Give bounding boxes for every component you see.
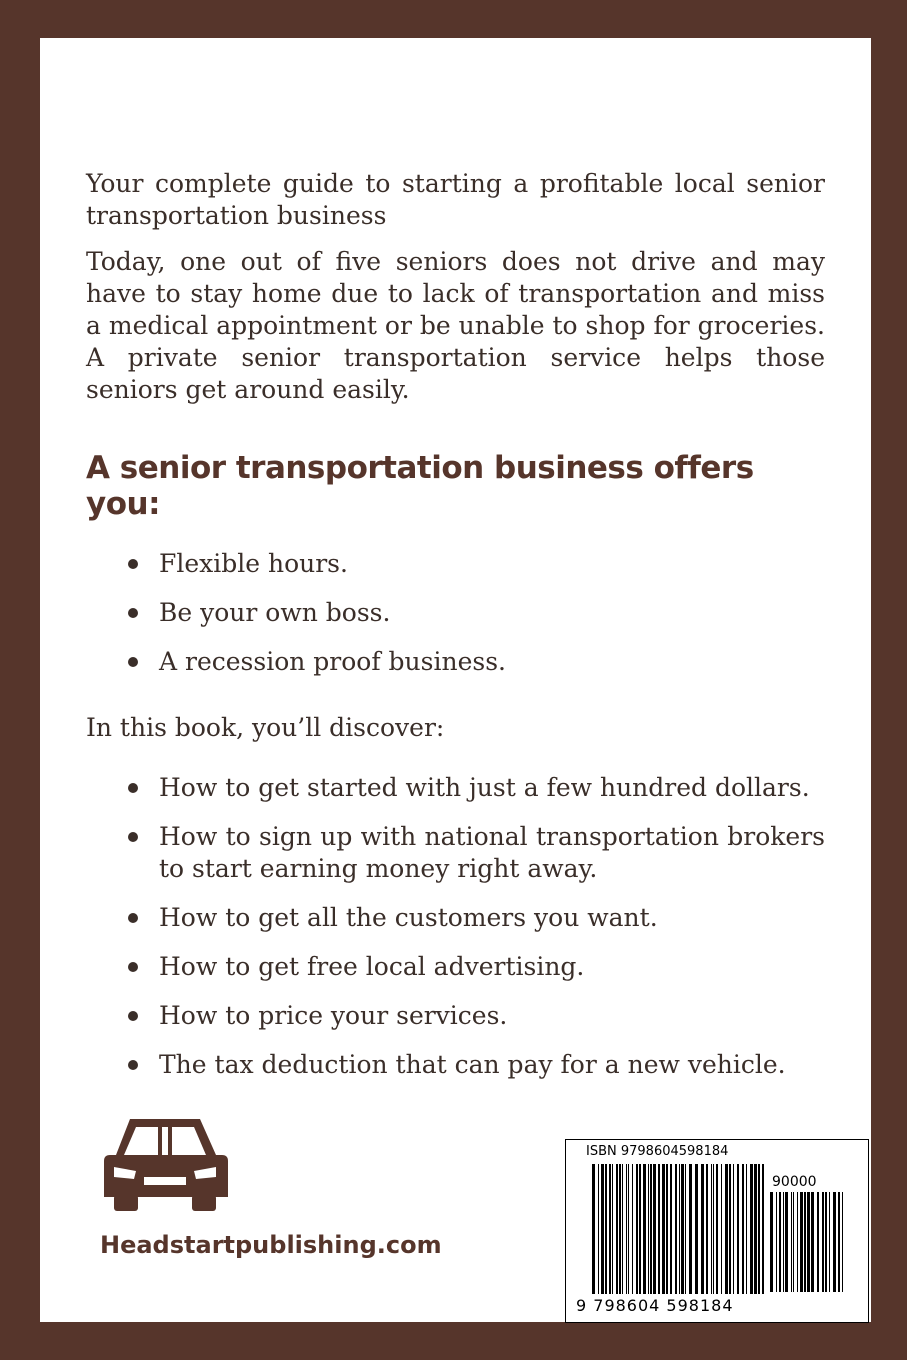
- bullet-icon: [128, 1011, 138, 1021]
- barcode-bar: [842, 1192, 843, 1292]
- car-icon: [100, 1115, 230, 1211]
- barcode-bar: [636, 1164, 638, 1294]
- barcode-bar: [825, 1192, 827, 1292]
- list-item: A recession proof business.: [86, 646, 825, 678]
- list-item: Be your own boss.: [86, 597, 825, 629]
- barcode-bar: [653, 1164, 656, 1294]
- barcode-bar: [822, 1192, 824, 1292]
- barcode-bar: [779, 1192, 781, 1292]
- barcode-bar: [797, 1192, 798, 1292]
- barcode-bar: [612, 1164, 613, 1294]
- barcode: [565, 1139, 869, 1323]
- list-item: How to get all the customers you want.: [86, 902, 825, 934]
- isbn-label: ISBN 9798604598184: [586, 1144, 729, 1159]
- discover-intro: In this book, you’ll discover:: [86, 713, 445, 742]
- barcode-bar: [605, 1164, 607, 1294]
- barcode-bar: [746, 1164, 747, 1294]
- bullet-icon: [128, 657, 138, 667]
- barcode-bar: [762, 1164, 764, 1294]
- discover-list: [86, 772, 825, 1081]
- barcode-bar: [807, 1192, 810, 1292]
- bullet-icon: [128, 783, 138, 793]
- barcode-bar: [829, 1192, 830, 1292]
- isbn-digits: 9 798604 598184: [576, 1296, 734, 1315]
- barcode-bar: [601, 1164, 604, 1294]
- bullet-icon: [128, 608, 138, 618]
- barcode-bar: [681, 1164, 684, 1294]
- bullet-icon: [128, 559, 138, 569]
- barcode-bar: [750, 1164, 753, 1294]
- barcode-bar: [791, 1192, 792, 1292]
- barcode-bar: [658, 1164, 660, 1294]
- barcode-bar: [609, 1164, 611, 1294]
- barcode-bar: [643, 1164, 646, 1294]
- barcode-bar: [800, 1192, 803, 1292]
- barcode-bar: [619, 1164, 621, 1294]
- offers-heading: A senior transportation business offers you:: [86, 450, 754, 522]
- barcode-bar: [716, 1164, 718, 1294]
- offers-list: [86, 548, 825, 678]
- barcode-bar: [701, 1164, 704, 1294]
- barcode-bar: [783, 1192, 784, 1292]
- price-addon-bars: [770, 1192, 850, 1318]
- barcode-bar: [622, 1164, 623, 1294]
- barcode-bar: [648, 1164, 649, 1294]
- bullet-icon: [128, 832, 138, 842]
- barcode-bar: [785, 1192, 788, 1292]
- barcode-bar: [817, 1192, 819, 1292]
- barcode-bar: [754, 1164, 757, 1294]
- bullet-icon: [128, 913, 138, 923]
- barcode-bar: [650, 1164, 652, 1294]
- bullet-icon: [128, 962, 138, 972]
- description: Today, one out of five seniors does not drive and may have to stay home due to lack of transportation and miss a medical appointment or be unable to shop for groceries. A private senior transportation service helps those seniors get around easily.: [86, 247, 825, 404]
- cover-text: [86, 168, 825, 1098]
- barcode-bar: [616, 1164, 618, 1294]
- barcode-bar: [685, 1164, 686, 1294]
- list-item: How to get free local advertising.: [86, 951, 825, 983]
- barcode-bar: [628, 1164, 629, 1294]
- barcode-bar: [711, 1164, 712, 1294]
- barcode-bar: [758, 1164, 760, 1294]
- barcode-bar: [666, 1164, 668, 1294]
- barcode-bar: [811, 1192, 814, 1292]
- list-item: The tax deduction that can pay for a new vehicle.: [86, 1049, 825, 1081]
- barcode-bars: [592, 1164, 772, 1304]
- barcode-bar: [626, 1164, 627, 1294]
- barcode-bar: [670, 1164, 672, 1294]
- barcode-bar: [729, 1164, 731, 1294]
- price-code: 90000: [772, 1174, 817, 1190]
- barcode-bar: [639, 1164, 641, 1294]
- barcode-bar: [662, 1164, 665, 1294]
- barcode-bar: [679, 1164, 680, 1294]
- barcode-bar: [804, 1192, 806, 1292]
- back-cover: [40, 38, 871, 1322]
- barcode-bar: [737, 1164, 739, 1294]
- barcode-bar: [713, 1164, 714, 1294]
- barcode-bar: [675, 1164, 677, 1294]
- barcode-bar: [706, 1164, 708, 1294]
- barcode-bar: [770, 1192, 773, 1292]
- list-item: Flexible hours.: [86, 548, 825, 580]
- bullet-icon: [128, 1060, 138, 1070]
- list-item: How to price your services.: [86, 1000, 825, 1032]
- barcode-bar: [695, 1164, 698, 1294]
- barcode-bar: [776, 1192, 777, 1292]
- barcode-bar: [598, 1164, 599, 1294]
- barcode-bar: [725, 1164, 728, 1294]
- barcode-bar: [632, 1164, 633, 1294]
- barcode-bar: [838, 1192, 840, 1292]
- list-item: How to get started with just a few hundred dollars.: [86, 772, 825, 804]
- barcode-bar: [733, 1164, 734, 1294]
- list-item: How to sign up with national transportation brokers to start earning money right away.: [86, 821, 825, 885]
- barcode-bar: [689, 1164, 692, 1294]
- barcode-bar: [742, 1164, 744, 1294]
- barcode-bar: [833, 1192, 836, 1292]
- barcode-bar: [592, 1164, 595, 1294]
- tagline: Your complete guide to starting a profitable local senior transportation business: [86, 169, 825, 230]
- barcode-bar: [721, 1164, 722, 1294]
- barcode-bar: [793, 1192, 794, 1292]
- publisher-website[interactable]: Headstartpublishing.com: [100, 1231, 442, 1259]
